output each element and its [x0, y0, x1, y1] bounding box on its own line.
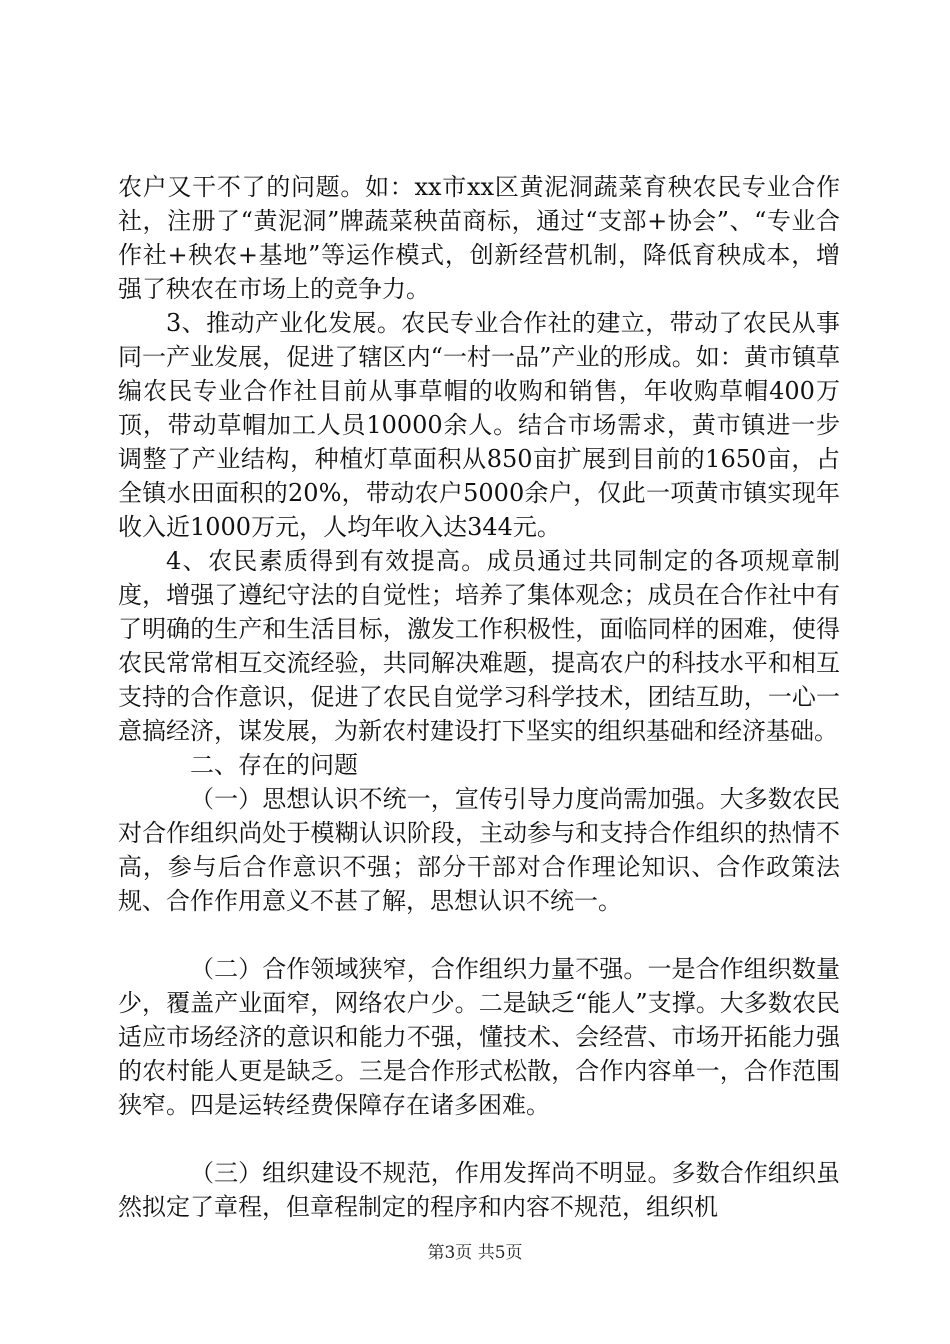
paragraph-problem-3: （三）组织建设不规范，作用发挥尚不明显。多数合作组织虽然拟定了章程，但章程制定的程序和内容不规范，组织机 [118, 1159, 840, 1221]
page-footer: 第3页 共5页 [427, 1243, 523, 1263]
paragraph-continuation: 农户又干不了的问题。如：xx市xx区黄泥洞蔬菜育秧农民专业合作社，注册了“黄泥洞”牌蔬菜秧苗商标，通过“支部+协会”、“专业合作社+秧农+基地”等运作模式，创新经营机制，降低育秧成本，增强了秧农在市场上的竞争力。 [118, 173, 840, 303]
paragraph-farmer-quality: 4、农民素质得到有效提高。成员通过共同制定的各项规章制度，增强了遵纪守法的自觉性；培养了集体观念；成员在合作社中有了明确的生产和生活目标，激发工作积极性，面临同样的困难，使得农民常常相互交流经验，共同解决难题，提高农户的科技水平和相互支持的合作意识，促进了农民自觉学习科学技术，团结互助，一心一意搞经济，谋发展，为新农村建设打下坚实的组织基础和经济基础。 [118, 547, 840, 745]
document-body [118, 170, 840, 1224]
paragraph-industrialization: 3、推动产业化发展。农民专业合作社的建立，带动了农民从事同一产业发展，促进了辖区内“一村一品”产业的形成。如：黄市镇草编农民专业合作社目前从事草帽的收购和销售，年收购草帽400万顶，带动草帽加工人员10000余人。结合市场需求，黄市镇进一步调整了产业结构，种植灯草面积从850亩扩展到目前的1650亩，占全镇水田面积的20%，带动农户5000余户，仅此一项黄市镇实现年收入近1000万元，人均年收入达344元。 [118, 309, 840, 541]
paragraph-problem-1: （一）思想认识不统一，宣传引导力度尚需加强。大多数农民对合作组织尚处于模糊认识阶段，主动参与和支持合作组织的热情不高，参与后合作意识不强；部分干部对合作理论知识、合作政策法规、合作作用意义不甚了解，思想认识不统一。 [118, 785, 840, 915]
paragraph-problem-2: （二）合作领域狭窄，合作组织力量不强。一是合作组织数量少，覆盖产业面窄，网络农户少。二是缺乏“能人”支撑。大多数农民适应市场经济的意识和能力不强，懂技术、会经营、市场开拓能力强的农村能人更是缺乏。三是合作形式松散，合作内容单一，合作范围狭窄。四是运转经费保障存在诸多困难。 [118, 955, 840, 1119]
section-heading-problems: 二、存在的问题 [190, 751, 358, 779]
